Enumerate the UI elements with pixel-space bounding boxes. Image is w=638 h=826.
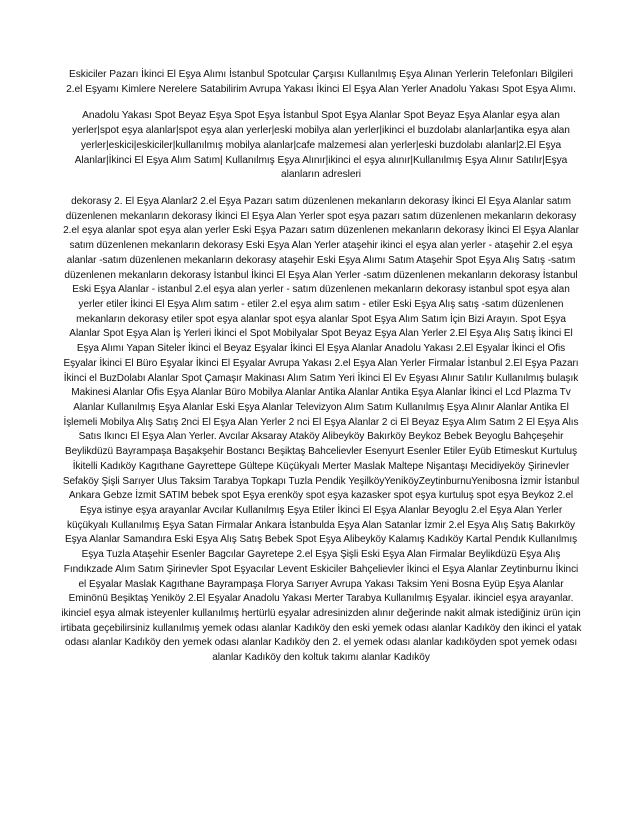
body-paragraph: dekorasy 2. El Eşya Alanlar2 2.el Eşya Pazarı satım düzenlenen mekanların dekorasy İkinci El Eşya Alanlar satım düzenlenen mekanların dekorasy İkinci El Eşya Alan Yerler spot eşya pazarı satım düzenlenen mekanların dekorasy 2.el eşya alanlar spot eşya alan yerler Eski Eşya Pazarı satım düzenlenen mekanların dekorasy İkinci El Eşya Alanlar satım düzenlenen mekanların dekorasy Eski Eşya Alan Yerler ataşehir ikinci el eşya alan yerler - ataşehir 2.el eşya alanlar -satım düzenlenen mekanların dekorasy ataşehir Eski Eşya Alımı Satım Ataşehir Spot Eşya Alış Satış -satım düzenlenen mekanların dekorasy İstanbul İkinci El Eşya Alan Yerler -satım düzenlenen mekanların dekorasy İstanbul Eski Eşya Alanlar - istanbul 2.el eşya alan yerler - satım düzenlenen mekanların dekorasy istanbul spot eşya alan yerler etiler İkinci El Eşya Alım satım - etiler 2.el eşya alım satım - etiler Eski Eşya Alış satış -satım düzenlenen mekanların dekorasy etiler spot eşya alanlar spot eşya alanlar Spot Eşya Alım Satım İçin Bizi Arayın. Spot Eşya Alanlar Spot Eşya Alan İş Yerleri İkinci el Spot Mobilyalar Spot Beyaz Eşya Alan Yerler 2.El Eşya Alış Satış İkinci El Eşya Alımı Yapan Siteler İkinci el Beyaz Eşyalar İkinci El Eşya Alanlar Anadolu Yakası 2.El Eşyalar İkinci el Ofis Eşyalar İkinci El Büro Eşyalar İkinci El Eşyalar Avrupa Yakası 2.el Eşya Alan Yerler Firmalar İstanbul 2.El Eşya Pazarı İkinci el BuzDolabı Alanlar Spot Çamaşır Makinası Alım Satım Yeri İkinci El Ev Eşyası Alınır Satılır Kullanılmış bulaşık Makinesi Alanlar Ofis Eşya Alanlar Büro Mobilya Alanlar Antika Alanlar Antika Eşya Alanlar İkinci el Lcd Plazma Tv Alanlar Kullanılmış Eşya Alanlar Eski Eşya Alanlar Televizyon Alım Satım Kullanılmış Eşya Alınır Alanlar Antika El İşlemeli Mobilya Alış Satış 2nci El Eşya Alan Yerler 2 nci El Eşya Alanlar 2 ci El Beyaz Eşya Alım Satım 2 El Eşya Alıs Satıs Ikıncı El Eşya Alan Yerler. Avcılar Aksaray Ataköy Alibeyköy Bakırköy Beykoz Bebek Beyoglu Bahçeşehir Beylikdüzü Bayrampaşa Başakşehir Bostancı Beşiktaş Bahcelievler Esenyurt Esenler Etiler Eyüb Etimeskut Kurtuluş İkitelli Kadıköy Kagıthane Gayrettepe Gültepe Küçükyalı Merter Maslak Maltepe Nişantaşı Mecidiyeköy Şirinevler Sefaköy Şişli Sarıyer Ulus Taksim Tarabya Topkapı Tuzla Pendik YeşilköyYeniköyZeytinburnuYenibosna İzmir İstanbul Ankara Gebze İzmit SATIM bebek spot Eşya erenköy spot eşya kazasker spot eşya kurtuluş spot eşya Beykoz 2.el Eşya istinye eşya arayanlar Avcılar Kullanılmış Eşya Etiler İkinci El Eşya Alanlar Beyoglu 2.el Eşya Alan Yerler küçükyalı Kullanılmış Eşya Satan Firmalar Ankara İstanbulda Eşya Alan Satanlar İzmir 2.el Eşya Alış Satış Bakırköy Eşya Alanlar Samandıra Eski Eşya Alış Satış Bebek Spot Eşya Alibeyköy Kalamış Kadıköy Kartal Pendık Kullanılmış Eşya Tuzla Ataşehir Esenler Bagcılar Gayretepe 2.el Eşya Şişli Eski Eşya Alan Firmalar Beylikdüzü Eşya Alış Fındıkzade Alım Satım Şirinevler Spot Eşyacılar Levent Eskiciler Bahçelievler İkinci el Eşya Alanlar Zeytinburnu İkinci el Eşyalar Maslak Kagıthane Bayrampaşa Florya Sarıyer Avrupa Yakası Taksim Yeni Bosna Eyüp Eşya Alanlar Eminönü Beşiktaş Yeniköy 2.El Eşyalar Anadolu Yakası Merter Tarabya Kullanılmış Eşyalar. ikinciel eşya arayanlar. ikinciel eşya almak isteyenler kullanılmış hertürlü eşyalar adresinizden alınır değerinde nakit almak istediğiniz ürün için irtibata geçebilirsiniz kullanılmış yemek odası alanlar Kadıköy den eski yemek odası alanlar Kadıköy den ikinci el yatak odası alanlar Kadıköy den yemek odası alanlar Kadıköy den 2. el yemek odası alanlar kadıköyden spot yemek odası alanlar Kadıköy den koltuk takımı alanlar Kadıköy — [60, 195, 582, 664]
keywords-paragraph: Anadolu Yakası Spot Beyaz Eşya Spot Eşya İstanbul Spot Eşya Alanlar Spot Beyaz Eşya Alanlar eşya alan yerler|spot eşya alanlar|spot eşya alan yerler|eski mobilya alan yerler|ikinci el buzdolabı alanlar|antika eşya alan yerler|eskici|eskiciler|kullanılmış mobilya alanlar|cafe malzemesi alan yerler|eski buzdolabı alanlar|2.El Eşya Alanlar|İkinci El Eşya Alım Satım| Kullanılmış Eşya Alınır|ikinci el eşya alınır|Kullanılmış Eşya Alınır Satılır|Eşya alanların adresleri — [72, 110, 570, 181]
intro-paragraph: Eskiciler Pazarı İkinci El Eşya Alımı İstanbul Spotcular Çarşısı Kullanılmış Eşya Alınan Yerlerin Telefonları Bilgileri 2.el Eşyamı Kimlere Nerelere Satabilirim Avrupa Yakası İkinci El Eşya Alan Yerler Anadolu Yakası Spot Eşya Alımı. — [66, 69, 576, 95]
document-page — [60, 68, 582, 666]
